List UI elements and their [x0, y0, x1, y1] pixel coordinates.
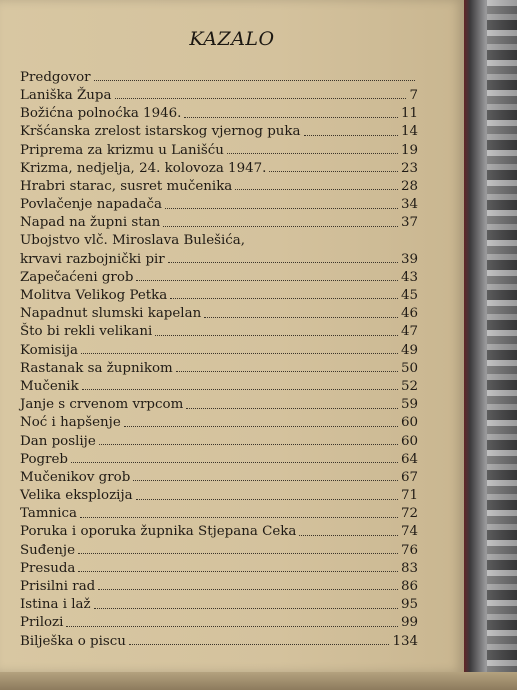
- dot-leader: [124, 426, 398, 427]
- toc-entry-title: Prisilni rad: [20, 579, 96, 595]
- toc-entry-title: Predgovor: [20, 69, 91, 85]
- toc-entry: [20, 230, 418, 248]
- toc-entry: [20, 66, 418, 84]
- toc-entry-page-number: 49: [400, 342, 418, 358]
- adjacent-book-spine: [487, 0, 517, 690]
- toc-entry: [20, 121, 418, 139]
- toc-entry-page-number: 134: [392, 633, 418, 649]
- toc-entry-title: Ubojstvo vlč. Miroslava Bulešića,: [20, 233, 246, 249]
- dot-leader: [136, 280, 397, 281]
- toc-entry-title: Noć i hapšenje: [20, 415, 121, 431]
- toc-entry: [20, 466, 418, 484]
- toc-entry-title: Napad na župni stan: [20, 215, 161, 231]
- dot-leader: [186, 408, 398, 409]
- toc-entry-title: Prilozi: [20, 615, 64, 631]
- dot-leader: [78, 571, 398, 572]
- dot-leader: [176, 371, 398, 372]
- dot-leader: [98, 589, 398, 590]
- toc-entry: [20, 375, 418, 393]
- toc-entry-page-number: 39: [400, 251, 418, 267]
- toc-entry-page-number: 60: [400, 433, 418, 449]
- dot-leader: [184, 117, 398, 118]
- toc-entry: [20, 612, 418, 630]
- toc-entry: [20, 412, 418, 430]
- toc-entry-title: Tamnica: [20, 506, 77, 522]
- toc-entry: [20, 448, 418, 466]
- toc-entry-title: Dan poslije: [20, 433, 96, 449]
- toc-entry-page-number: 64: [400, 451, 418, 467]
- dot-leader: [227, 153, 398, 154]
- toc-entry-title: Pogreb: [20, 451, 68, 467]
- table-of-contents: [20, 66, 418, 648]
- toc-entry-page-number: 14: [400, 124, 418, 140]
- toc-entry-page-number: 19: [400, 142, 418, 158]
- toc-entry: [20, 266, 418, 284]
- dot-leader: [170, 298, 398, 299]
- toc-entry: [20, 430, 418, 448]
- dot-leader: [269, 171, 398, 172]
- toc-entry-page-number: 76: [400, 542, 418, 558]
- toc-entry-page-number: 60: [400, 415, 418, 431]
- toc-entry-page-number: 11: [400, 106, 418, 122]
- toc-entry-title: Velika eksplozija: [20, 488, 133, 504]
- toc-entry-title: Kršćanska zrelost istarskog vjernog puka: [20, 124, 301, 140]
- toc-entry: [20, 557, 418, 575]
- toc-entry: [20, 357, 418, 375]
- toc-entry: [20, 630, 418, 648]
- toc-entry-page-number: 59: [400, 397, 418, 413]
- toc-entry-page-number: 34: [400, 197, 418, 213]
- toc-entry: [20, 484, 418, 502]
- toc-entry-title: Komisija: [20, 342, 78, 358]
- toc-entry-page-number: 74: [400, 524, 418, 540]
- toc-entry-title: Laniška Župa: [20, 87, 112, 103]
- toc-entry-title: Mučenik: [20, 378, 79, 394]
- dot-leader: [94, 608, 398, 609]
- dot-leader: [66, 626, 398, 627]
- dot-leader: [99, 444, 398, 445]
- toc-entry-page-number: 52: [400, 378, 418, 394]
- toc-entry-title: Bilješka o piscu: [20, 633, 126, 649]
- toc-entry-title: Rastanak sa župnikom: [20, 360, 173, 376]
- dot-leader: [165, 208, 398, 209]
- toc-entry-page-number: 45: [400, 288, 418, 304]
- toc-entry-page-number: 28: [400, 178, 418, 194]
- toc-entry-page-number: 37: [400, 215, 418, 231]
- toc-entry: [20, 302, 418, 320]
- toc-entry: [20, 193, 418, 211]
- toc-entry-title: Poruka i oporuka župnika Stjepana Ceka: [20, 524, 297, 540]
- toc-entry: [20, 521, 418, 539]
- toc-entry-title: Molitva Velikog Petka: [20, 288, 168, 304]
- dot-leader: [78, 553, 398, 554]
- dot-leader: [82, 389, 398, 390]
- dot-leader: [81, 353, 398, 354]
- toc-entry-title: Janje s crvenom vrpcom: [20, 397, 184, 413]
- toc-entry: [20, 393, 418, 411]
- toc-entry-page-number: 72: [400, 506, 418, 522]
- toc-entry: [20, 339, 418, 357]
- toc-entry: [20, 157, 418, 175]
- toc-entry: [20, 593, 418, 611]
- toc-entry-title: Krizma, nedjelja, 24. kolovoza 1947.: [20, 160, 267, 176]
- toc-entry-title: Povlačenje napadača: [20, 197, 162, 213]
- toc-entry-page-number: 71: [400, 488, 418, 504]
- dot-leader: [235, 189, 398, 190]
- toc-entry: [20, 321, 418, 339]
- toc-entry-title: Hrabri starac, susret mučenika: [20, 178, 233, 194]
- dot-leader: [71, 462, 398, 463]
- dot-leader: [94, 80, 415, 81]
- toc-entry-page-number: 83: [400, 560, 418, 576]
- page-title: KAZALO: [189, 28, 275, 50]
- toc-entry-page-number: 86: [400, 579, 418, 595]
- toc-entry: [20, 102, 418, 120]
- dot-leader: [163, 226, 398, 227]
- dot-leader: [304, 135, 398, 136]
- dot-leader: [80, 517, 398, 518]
- dot-leader: [136, 499, 398, 500]
- toc-entry-page-number: 7: [409, 87, 418, 103]
- toc-entry: [20, 539, 418, 557]
- toc-entry-title: Istina i laž: [20, 597, 91, 613]
- dot-leader: [133, 480, 398, 481]
- dot-leader: [115, 98, 407, 99]
- dot-leader: [168, 262, 398, 263]
- toc-entry-page-number: 67: [400, 469, 418, 485]
- toc-entry: [20, 284, 418, 302]
- table-surface: [0, 672, 517, 690]
- toc-entry-title: Priprema za krizmu u Lanišću: [20, 142, 224, 158]
- toc-entry: [20, 212, 418, 230]
- toc-entry: [20, 175, 418, 193]
- toc-entry: [20, 575, 418, 593]
- toc-entry: [20, 84, 418, 102]
- dot-leader: [155, 335, 398, 336]
- toc-entry-title: Što bi rekli velikani: [20, 324, 153, 340]
- toc-entry-page-number: 95: [400, 597, 418, 613]
- dot-leader: [129, 644, 390, 645]
- toc-entry: [20, 503, 418, 521]
- toc-entry-page-number: 46: [400, 306, 418, 322]
- toc-entry-title: Napadnut slumski kapelan: [20, 306, 202, 322]
- toc-entry-title: Suđenje: [20, 542, 75, 558]
- toc-entry-page-number: 43: [400, 269, 418, 285]
- toc-entry-page-number: 50: [400, 360, 418, 376]
- toc-entry-page-number: 23: [400, 160, 418, 176]
- toc-entry: [20, 248, 418, 266]
- dot-leader: [204, 317, 398, 318]
- toc-entry-title: Božićna polnoćka 1946.: [20, 106, 182, 122]
- toc-entry-title: krvavi razbojnički pir: [20, 251, 165, 267]
- toc-entry-title: Zapečaćeni grob: [20, 269, 134, 285]
- dot-leader: [299, 535, 398, 536]
- toc-entry: [20, 139, 418, 157]
- toc-entry-title: Presuda: [20, 560, 76, 576]
- toc-entry-page-number: 99: [400, 615, 418, 631]
- toc-entry-title: Mučenikov grob: [20, 469, 131, 485]
- toc-entry-page-number: 47: [400, 324, 418, 340]
